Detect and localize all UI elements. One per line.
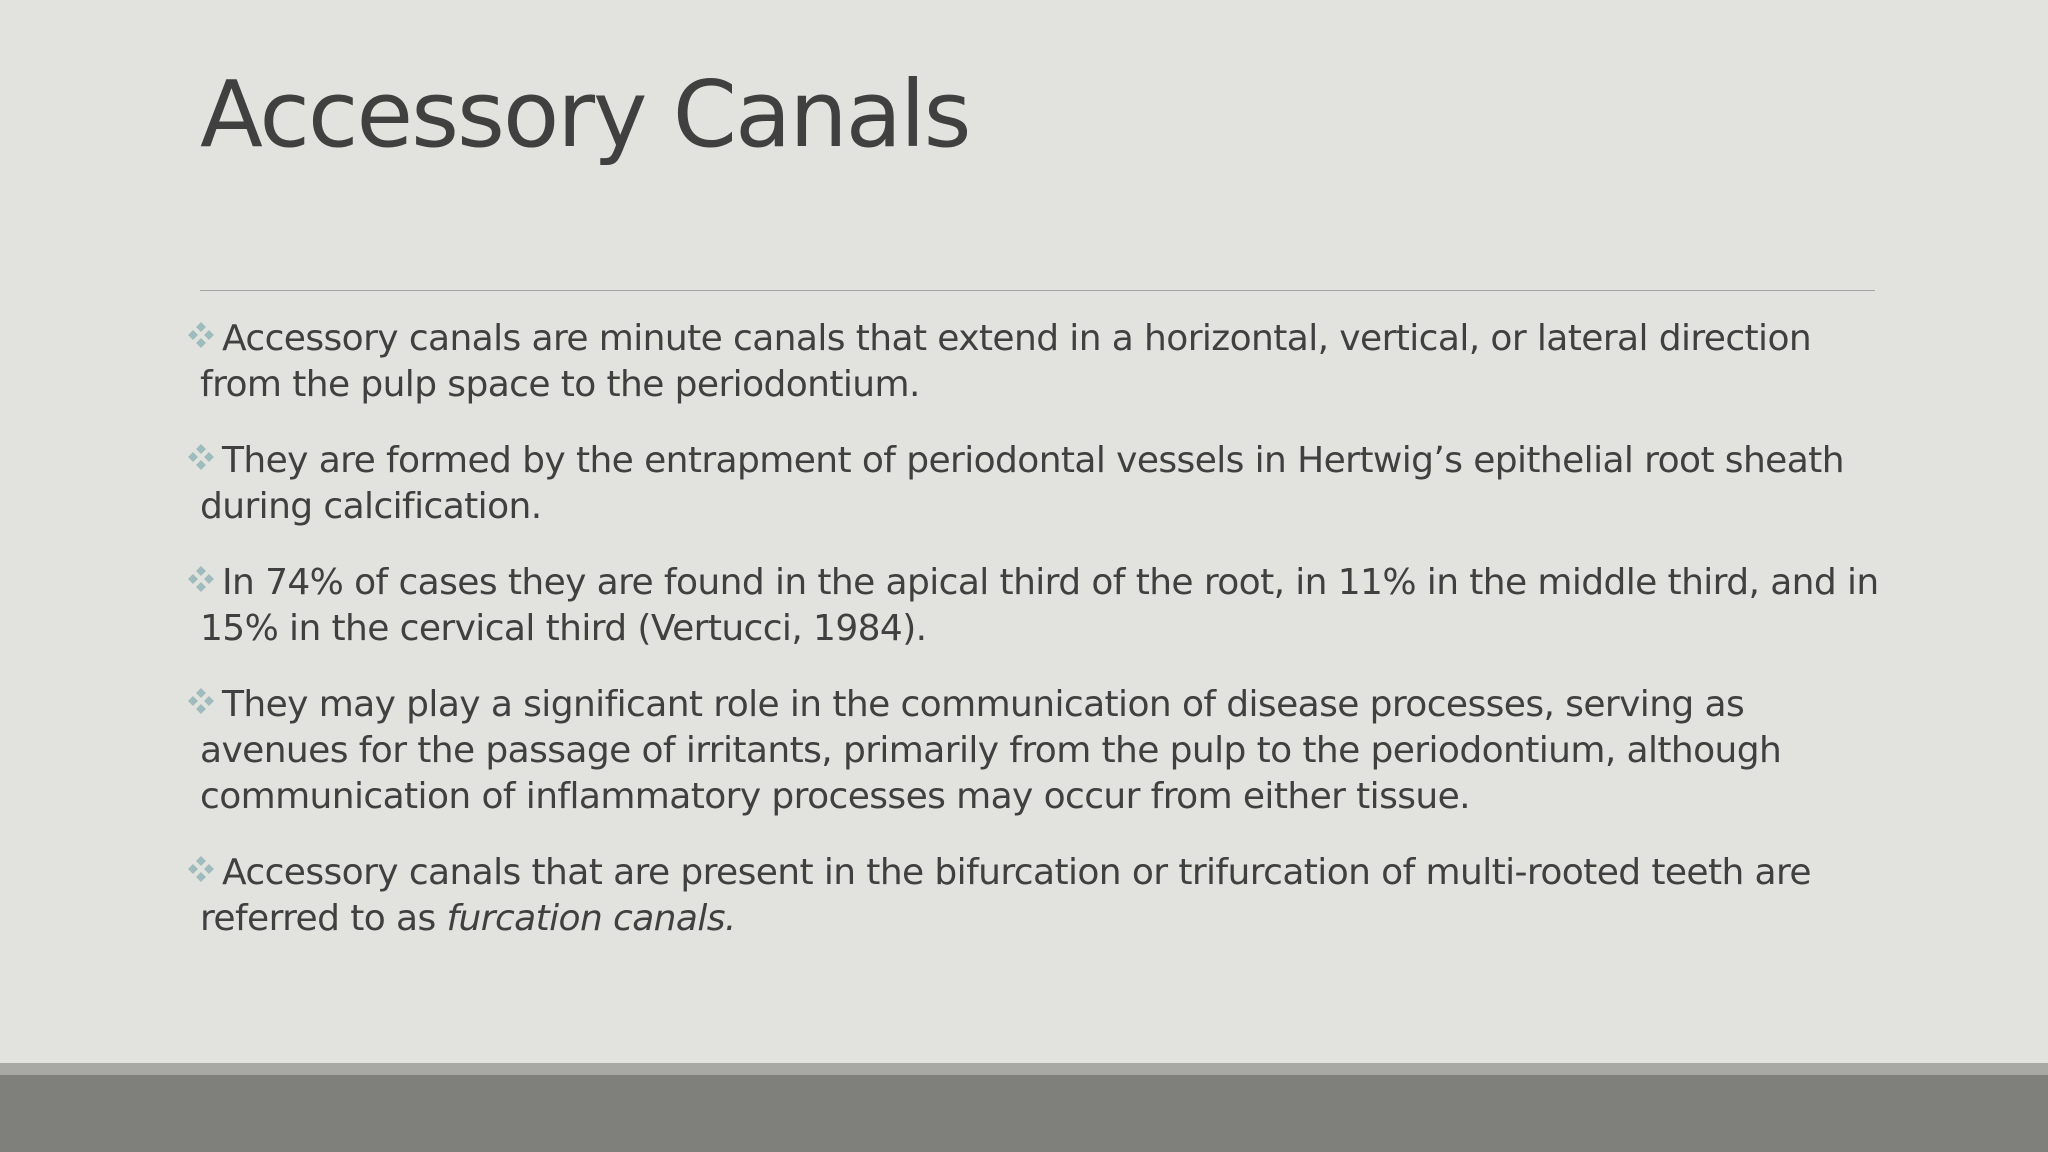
slide-title: Accessory Canals xyxy=(200,61,970,168)
bullet-list xyxy=(200,316,1880,972)
bullet-emphasis: furcation canals. xyxy=(446,898,736,939)
four-diamond-bullet-icon xyxy=(186,564,216,594)
bullet-item xyxy=(200,316,1880,408)
four-diamond-bullet-icon xyxy=(186,854,216,884)
bullet-text: They are formed by the entrapment of periodontal vessels in Hertwig’s epithelial root sheath during calcification. xyxy=(200,440,1844,527)
title-divider xyxy=(200,290,1875,291)
bullet-item xyxy=(200,850,1880,942)
bullet-text: They may play a significant role in the communication of disease processes, serving as avenues for the passage of irritants, primarily from the pulp to the periodontium, although communication of inflammatory processes may occur from either tissue. xyxy=(200,684,1782,817)
bullet-item xyxy=(200,560,1880,652)
bullet-item xyxy=(200,438,1880,530)
bullet-text: Accessory canals are minute canals that extend in a horizontal, vertical, or lateral direction from the pulp space to the periodontium. xyxy=(200,318,1812,405)
bullet-item xyxy=(200,682,1880,820)
four-diamond-bullet-icon xyxy=(186,320,216,350)
bullet-text xyxy=(200,850,1880,942)
bullet-text: In 74% of cases they are found in the apical third of the root, in 11% in the middle third, and in 15% in the cervical third (Vertucci, 1984). xyxy=(200,562,1879,649)
bullet-text-plain: Accessory canals that are present in the bifurcation or trifurcation of multi-rooted teeth are referred to as xyxy=(200,852,1811,939)
four-diamond-bullet-icon xyxy=(186,442,216,472)
four-diamond-bullet-icon xyxy=(186,686,216,716)
footer-accent-stripe xyxy=(0,1063,2048,1075)
footer-band xyxy=(0,1075,2048,1152)
